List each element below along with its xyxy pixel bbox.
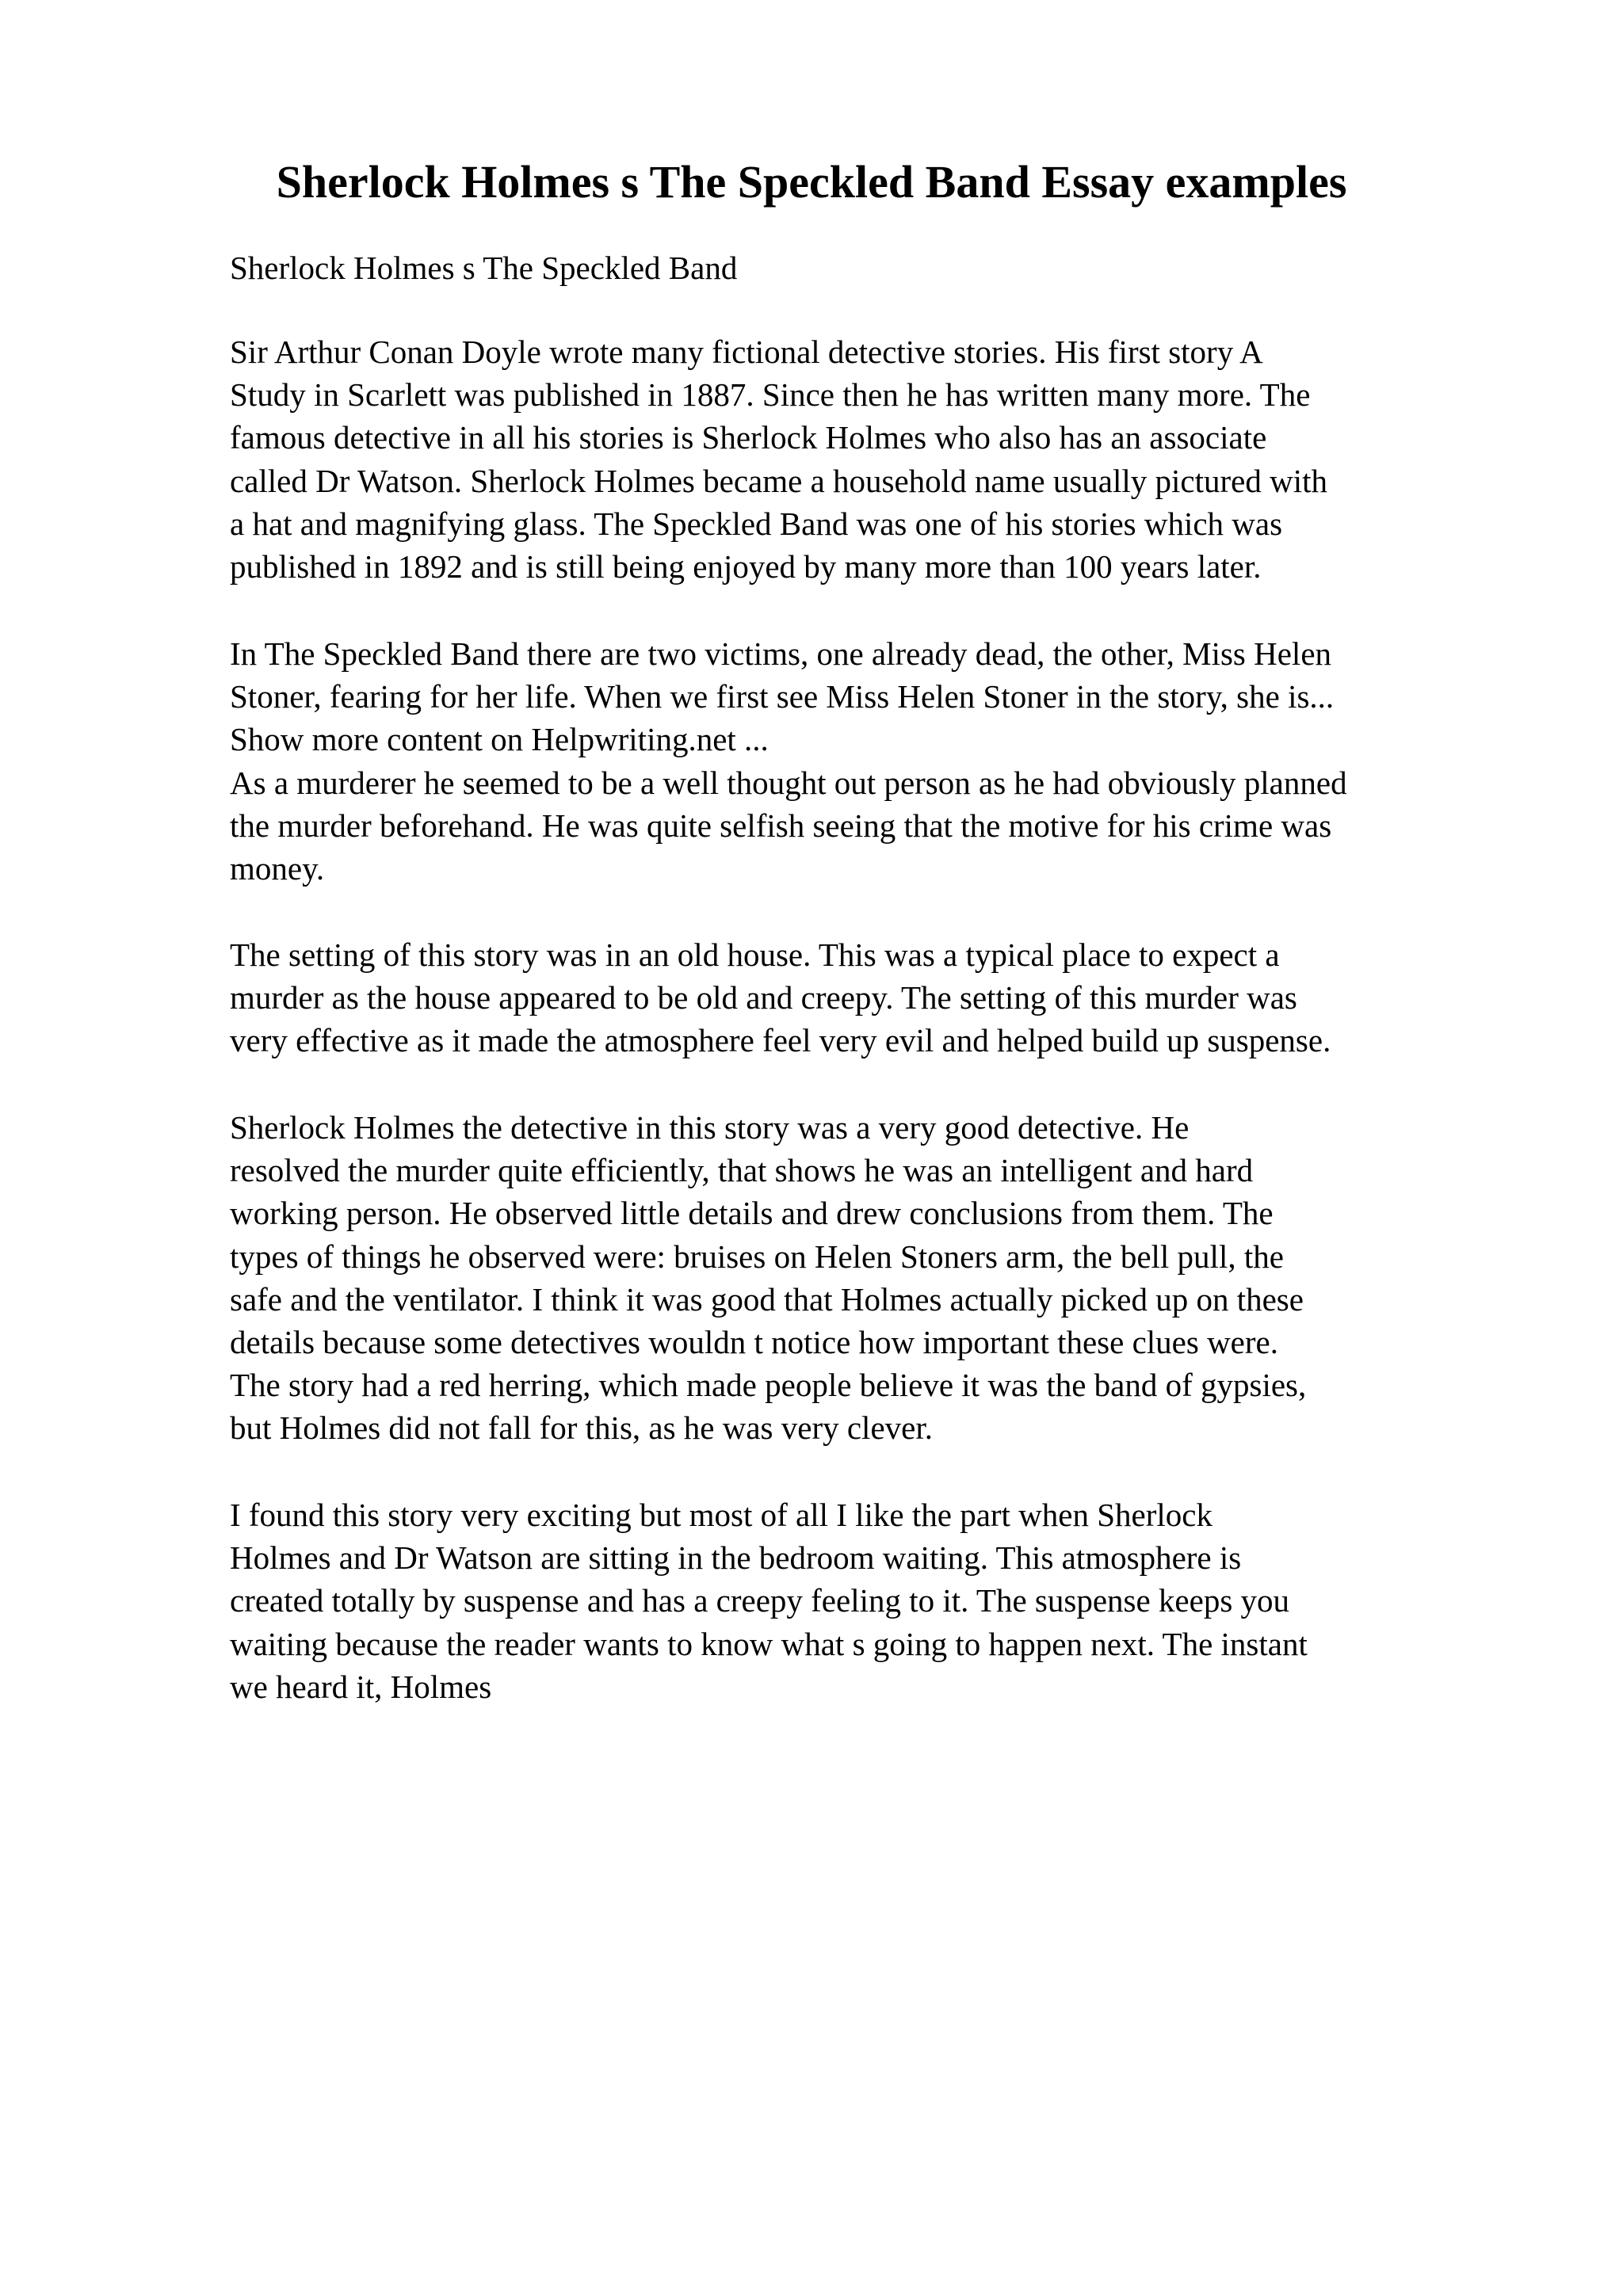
text-line: a hat and magnifying glass. The Speckled Band was one of his stories which was [230, 505, 1283, 542]
text-line: safe and the ventilator. I think it was good that Holmes actually picked up on these [230, 1280, 1304, 1318]
document-title: Sherlock Holmes s The Speckled Band Essay examples [276, 156, 1347, 208]
text-line: The setting of this story was in an old house. This was a typical place to expect a [230, 936, 1280, 973]
text-line: In The Speckled Band there are two victims, one already dead, the other, Miss Helen [230, 635, 1332, 672]
text-line: Stoner, fearing for her life. When we first see Miss Helen Stoner in the story, she is... [230, 678, 1335, 715]
paragraph-setting [230, 933, 1331, 1062]
text-line: Sir Arthur Conan Doyle wrote many fictional detective stories. His first story A [230, 334, 1263, 370]
text-line: working person. He observed little details and drew conclusions from them. The [230, 1195, 1274, 1232]
text-line: money. [230, 850, 325, 887]
document-subtitle: Sherlock Holmes s The Speckled Band [230, 250, 738, 286]
paragraph-victims [230, 632, 1347, 890]
text-line: created totally by suspense and has a creepy feeling to it. The suspense keeps you [230, 1582, 1290, 1619]
show-more-line: Show more content on Helpwriting.net ... [230, 721, 769, 758]
text-line: waiting because the reader wants to know what s going to happen next. The instant [230, 1625, 1308, 1662]
text-line: Sherlock Holmes the detective in this story was a very good detective. He [230, 1109, 1190, 1146]
text-line: called Dr Watson. Sherlock Holmes became a household name usually pictured with [230, 462, 1328, 499]
text-line: we heard it, Holmes [230, 1668, 492, 1705]
text-line: Study in Scarlett was published in 1887. Since then he has written many more. The [230, 376, 1311, 414]
paragraph-detective [230, 1106, 1306, 1450]
text-line: As a murderer he seemed to be a well thought out person as he had obviously planned [230, 764, 1347, 801]
text-line: very effective as it made the atmosphere feel very evil and helped build up suspense. [230, 1022, 1331, 1059]
paragraph-conclusion [230, 1493, 1308, 1708]
text-line: published in 1892 and is still being enjoyed by many more than 100 years later. [230, 548, 1262, 585]
text-line: Holmes and Dr Watson are sitting in the bedroom waiting. This atmosphere is [230, 1539, 1242, 1577]
text-line: The story had a red herring, which made people believe it was the band of gypsies, [230, 1367, 1307, 1404]
text-line: types of things he observed were: bruises on Helen Stoners arm, the bell pull, the [230, 1238, 1284, 1275]
text-line: the murder beforehand. He was quite selfish seeing that the motive for his crime was [230, 807, 1332, 844]
text-line: I found this story very exciting but most of all I like the part when Sherlock [230, 1497, 1212, 1533]
text-line: but Holmes did not fall for this, as he was very clever. [230, 1409, 933, 1447]
text-line: famous detective in all his stories is Sherlock Holmes who also has an associate [230, 419, 1267, 456]
text-line: details because some detectives wouldn t notice how important these clues were. [230, 1324, 1278, 1361]
text-line: resolved the murder quite efficiently, that shows he was an intelligent and hard [230, 1152, 1254, 1189]
paragraph-intro [230, 330, 1327, 588]
text-line: murder as the house appeared to be old and creepy. The setting of this murder was [230, 979, 1297, 1016]
